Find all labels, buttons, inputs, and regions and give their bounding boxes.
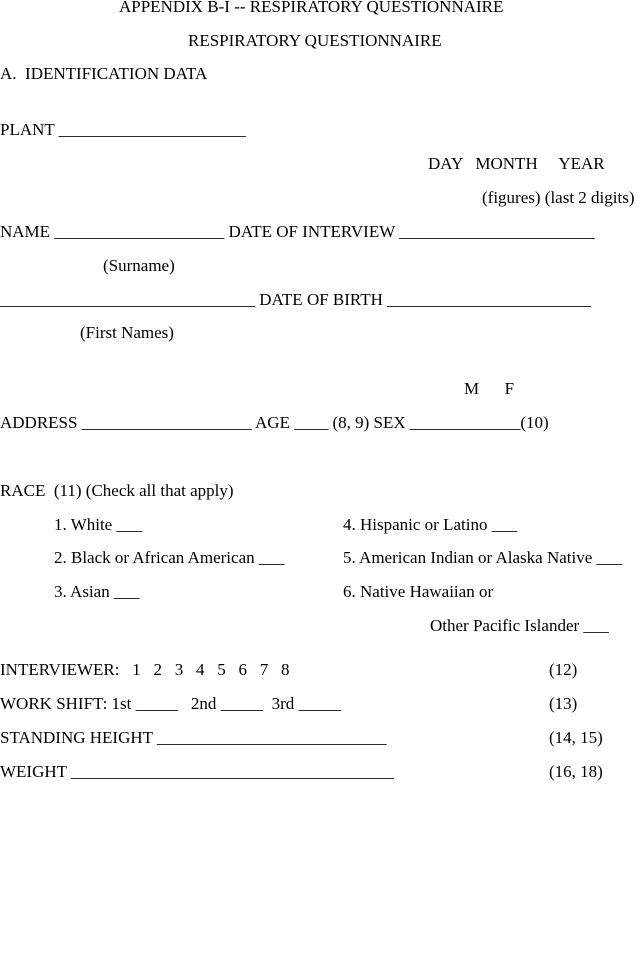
- race-option-asian[interactable]: 3. Asian ___: [54, 582, 140, 601]
- surname-label: (Surname): [103, 256, 175, 275]
- standing-height-code: (14, 15): [549, 728, 603, 747]
- form-title: RESPIRATORY QUESTIONNAIRE: [188, 31, 442, 50]
- first-names-label: (First Names): [80, 323, 174, 342]
- race-option-white[interactable]: 1. White ___: [54, 515, 142, 534]
- race-option-black[interactable]: 2. Black or African American ___: [54, 548, 285, 567]
- date-column-subheaders: (figures) (last 2 digits): [482, 188, 635, 207]
- section-a-heading: A. IDENTIFICATION DATA: [0, 64, 208, 83]
- interviewer-field[interactable]: INTERVIEWER: 1 2 3 4 5 6 7 8: [0, 660, 290, 679]
- weight-field[interactable]: WEIGHT ______________________________________: [0, 762, 394, 781]
- standing-height-field[interactable]: STANDING HEIGHT ___________________________: [0, 728, 387, 747]
- interviewer-code: (12): [549, 660, 578, 679]
- date-column-headers: DAY MONTH YEAR: [428, 154, 605, 173]
- address-age-sex-field[interactable]: ADDRESS ____________________ AGE ____ (8, 9) SEX _____________(10): [0, 413, 549, 432]
- plant-field[interactable]: PLANT ______________________: [0, 120, 246, 139]
- first-names-and-dob-field[interactable]: ______________________________ DATE OF BIRTH ________________________: [0, 290, 592, 309]
- sex-options-label: M F: [464, 379, 515, 398]
- race-heading: RACE (11) (Check all that apply): [0, 481, 234, 500]
- work-shift-field[interactable]: WORK SHIFT: 1st _____ 2nd _____ 3rd _____: [0, 694, 342, 713]
- race-option-hispanic[interactable]: 4. Hispanic or Latino ___: [343, 515, 518, 534]
- weight-code: (16, 18): [549, 762, 603, 781]
- race-option-native-hawaiian[interactable]: 6. Native Hawaiian or: [343, 582, 494, 601]
- appendix-title: APPENDIX B-I -- RESPIRATORY QUESTIONNAIRE: [119, 0, 504, 16]
- name-and-interview-date-field[interactable]: NAME ____________________ DATE OF INTERVIEW _______________________: [0, 222, 595, 241]
- race-option-pacific-islander[interactable]: Other Pacific Islander ___: [430, 616, 609, 635]
- work-shift-code: (13): [549, 694, 578, 713]
- race-option-american-indian[interactable]: 5. American Indian or Alaska Native ___: [343, 548, 623, 567]
